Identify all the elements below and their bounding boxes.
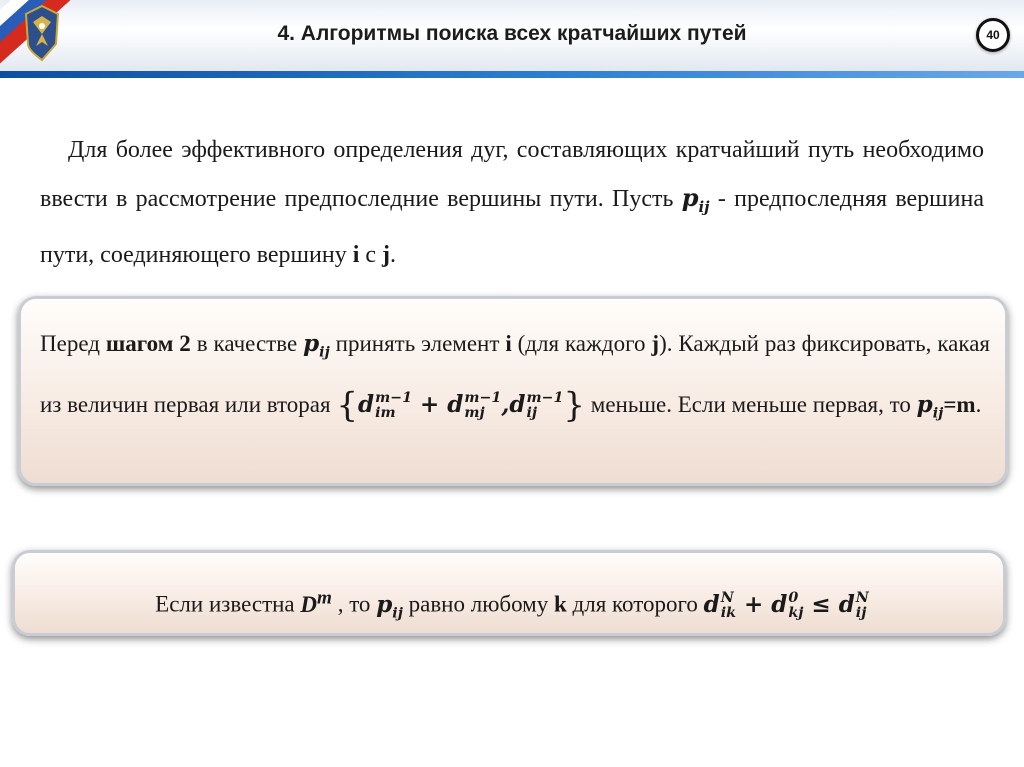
- intro-paragraph: Для более эффективного определения дуг, составляющих кратчайший путь необходимо ввести в рассмотрение предпоследние вершины пути. Пусть $p_{ij}$ - предпоследняя вершина пути, соединяющего вершину i с j.: [40, 137, 984, 268]
- rule-box-step2-text: Перед шагом 2 в качестве $p_{ij}$ принять элемент i (для каждого j). Каждый раз фиксировать, какая из величин первая или вторая {d m−1 im + d m−1 mj ,d m−1 ij } меньше. Если меньше первая, то $p_{ij}=m$.: [40, 330, 990, 426]
- page-number-badge: 40: [976, 18, 1010, 52]
- p-ij-symbol: $p_{ij}$: [916, 390, 944, 422]
- comparison-set-formula: {d m−1 im + d m−1 mj ,d m−1 ij }: [336, 385, 586, 426]
- p-ij-symbol: $p_{ij}$: [681, 183, 710, 216]
- dm-symbol: $D^m$: [300, 587, 332, 617]
- shortest-path-condition-formula: d N ik + d 0 kj ≤ d N ij: [703, 590, 869, 621]
- header-accent-bar: [0, 71, 1024, 78]
- header: [0, 0, 1024, 78]
- slide-title: 4. Алгоритмы поиска всех кратчайших путей: [277, 22, 747, 45]
- p-ij-symbol: $p_{ij}$: [376, 590, 403, 622]
- rule-box-dm-text: Если известна $D^m$ , то $p_{ij}$ равно любому k для которого d N ik + d 0 kj ≤ d N ij: [155, 587, 869, 622]
- p-ij-symbol: $p_{ij}$: [303, 330, 330, 361]
